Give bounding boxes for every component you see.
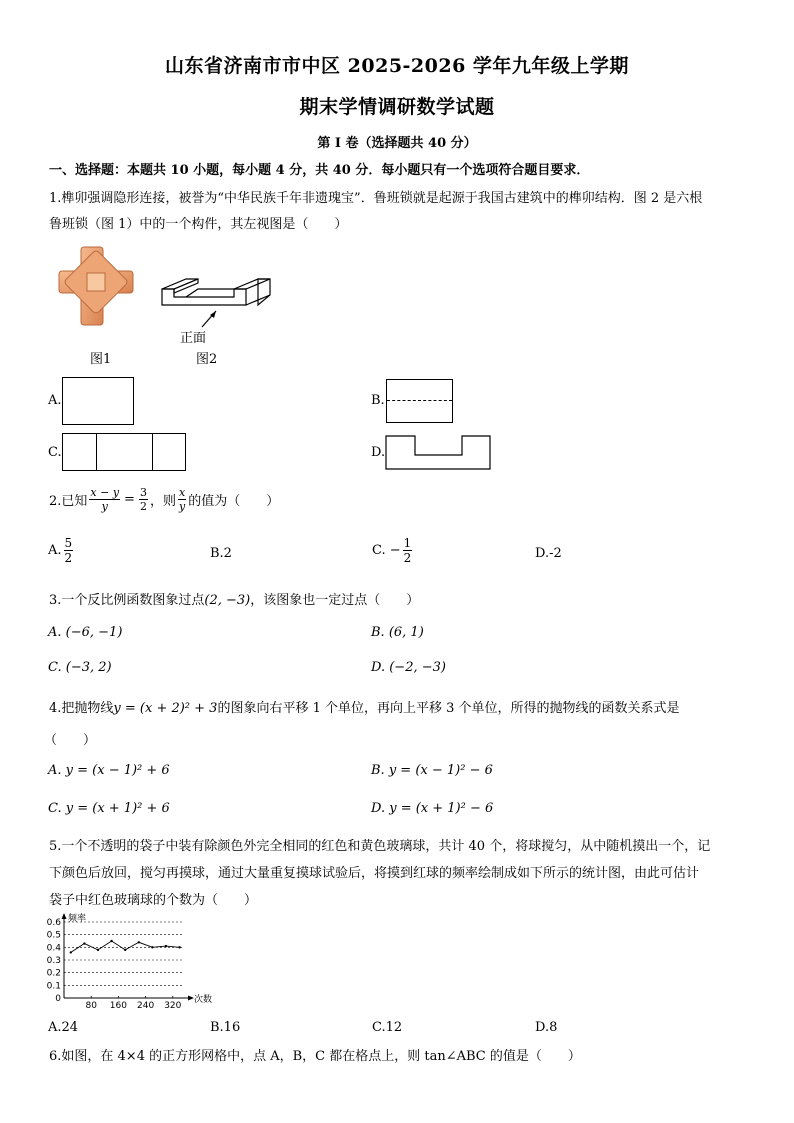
- q2-mid: ，则: [149, 494, 176, 509]
- q4-option-c: C. y = (x + 1)² + 6: [48, 801, 170, 816]
- q1-option-c-shape: [62, 433, 186, 471]
- q6-stem: 6.如图，在 4×4 的正方形网格中，点 A，B，C 都在格点上，则 tan∠ABC 的值是（ ）: [49, 1049, 581, 1064]
- q2-prefix: 2.已知: [49, 494, 88, 509]
- front-label: 正面: [180, 331, 207, 346]
- q4-function: y = (x + 2)² + 3: [113, 701, 218, 716]
- chart-grid: [64, 922, 182, 985]
- section-heading: 一、选择题：本题共 10 小题，每小题 4 分，共 40 分．每小题只有一个选项符合题目要求．: [49, 163, 590, 178]
- q2-frac1-num: x − y: [90, 486, 120, 499]
- q1-option-d-shape: [385, 435, 493, 471]
- q2-frac3-num: x: [178, 486, 186, 499]
- y-tick-label: 0.6: [46, 918, 61, 928]
- q5-option-a: A.24: [48, 1020, 79, 1035]
- q3-point: (2, −3): [204, 593, 251, 608]
- q2-option-a-frac: [64, 537, 74, 564]
- x-tick-label: 160: [109, 1001, 127, 1010]
- chart-xlabel: 次数: [194, 995, 213, 1005]
- q1-option-b-shape: [386, 379, 453, 423]
- q5-stem-line2: 下颜色后放回，搅匀再摸球，通过大量重复摸球试验后，将摸到红球的频率绘制成如下所示的统计图，由此可估计: [49, 866, 700, 881]
- chart-marks: [47, 918, 182, 1010]
- q3-option-d: D. (−2, −3): [371, 660, 446, 675]
- q5-stem-line3: 袋子中红色玻璃球的个数为（ ）: [49, 893, 258, 908]
- q3-stem-end: ，该图象也一定过点（ ）: [250, 593, 420, 608]
- chart-ylabel: 频率: [68, 914, 87, 924]
- q2-option-b: B.2: [210, 546, 232, 561]
- q4-paren: （ ）: [44, 733, 97, 748]
- data-point: [151, 946, 153, 948]
- q2-option-c: [372, 537, 414, 564]
- volume-heading: 第 I 卷（选择题共 40 分）: [317, 136, 477, 151]
- q5-option-c: C.12: [372, 1020, 403, 1035]
- data-point: [97, 949, 99, 951]
- data-point: [83, 942, 85, 944]
- q5-option-d: D.8: [535, 1020, 558, 1035]
- q2-stem: [49, 487, 279, 512]
- q2-frac3-den: y: [178, 500, 186, 513]
- q2-option-c-den: 2: [403, 551, 412, 565]
- q3-option-a: A. (−6, −1): [48, 625, 123, 640]
- q2-frac2-num: 3: [139, 486, 147, 499]
- data-point: [138, 941, 140, 943]
- y-tick-label: 0.2: [46, 968, 61, 979]
- q4-stem-start: 4.把抛物线: [49, 701, 114, 716]
- q2-frac2-den: 2: [139, 500, 147, 513]
- page-title-line1: 山东省济南市市中区 2025-2026 学年九年级上学期: [165, 55, 629, 77]
- q2-suffix: 的值为（ ）: [188, 494, 280, 509]
- q3-stem: [49, 589, 419, 608]
- q2-option-a-label: A.: [48, 543, 62, 558]
- component-figure: [158, 275, 276, 345]
- y-tick-label: 0.1: [46, 981, 61, 992]
- q2-equals: =: [124, 492, 135, 507]
- page-title-line2: 期末学情调研数学试题: [299, 96, 495, 118]
- q1-option-a-label: A.: [48, 393, 62, 408]
- data-point: [178, 946, 180, 948]
- q2-option-a-den: 2: [64, 551, 73, 565]
- q5-stem-line1: 5.一个不透明的袋子中装有除颜色外完全相同的红色和黄色玻璃球，共计 40 个，将球搅匀，从中随机摸出一个，记: [49, 839, 711, 854]
- q4-stem: [49, 697, 680, 716]
- q2-option-c-num: 1: [403, 536, 412, 550]
- q2-option-a: [48, 537, 75, 564]
- fig1-caption: 图1: [90, 352, 112, 367]
- x-tick-label: 80: [85, 1001, 97, 1010]
- q3-stem-start: 3.一个反比例函数图象过点: [49, 593, 205, 608]
- q4-option-b: B. y = (x − 1)² − 6: [371, 763, 493, 778]
- x-tick-label: 240: [137, 1001, 155, 1010]
- q2-fraction-3: [178, 487, 186, 512]
- frequency-chart: [40, 910, 240, 1010]
- q1-option-c-label: C.: [48, 445, 62, 460]
- q2-option-a-num: 5: [64, 536, 73, 550]
- q1-option-b-label: B.: [371, 393, 385, 408]
- y-tick-label: 0.5: [46, 930, 61, 941]
- q2-fraction-1: [89, 487, 120, 512]
- data-point: [70, 951, 72, 953]
- q2-option-d: D.-2: [535, 546, 562, 561]
- x-tick-label: 320: [164, 1001, 182, 1010]
- data-point: [165, 945, 167, 947]
- q3-option-b: B. (6, 1): [371, 625, 424, 640]
- q2-option-c-label: C. −: [372, 543, 401, 558]
- q1-stem-line2: 鲁班锁（图 1）中的一个构件，其左视图是（ ）: [49, 217, 348, 232]
- q1-option-d-label: D.: [371, 445, 386, 460]
- q4-stem-end: 的图象向右平移 1 个单位，再向上平移 3 个单位，所得的抛物线的函数关系式是: [217, 701, 680, 716]
- q3-option-c: C. (−3, 2): [48, 660, 112, 675]
- q4-option-d: D. y = (x + 1)² − 6: [371, 801, 494, 816]
- y-axis-arrow: [62, 913, 67, 919]
- y-tick-label: 0.3: [46, 956, 61, 966]
- fig2-caption: 图2: [196, 352, 218, 367]
- data-point: [124, 949, 126, 951]
- q2-frac1-den: y: [101, 500, 108, 513]
- q5-option-b: B.16: [210, 1020, 241, 1035]
- q1-option-a-shape: [62, 377, 134, 425]
- q2-fraction-2: [139, 487, 148, 512]
- data-point: [110, 940, 112, 942]
- y-tick-label: 0: [55, 994, 61, 1004]
- q4-option-a: A. y = (x − 1)² + 6: [48, 763, 170, 778]
- q2-option-c-frac: [403, 537, 413, 564]
- y-tick-label: 0.4: [46, 943, 61, 954]
- luban-lock-figure: [55, 243, 137, 329]
- q1-stem-line1: 1.榫卯强调隐形连接，被誉为“中华民族千年非遗瑰宝”．鲁班锁就是起源于我国古建筑中的榫卯结构．图 2 是六根: [49, 191, 703, 206]
